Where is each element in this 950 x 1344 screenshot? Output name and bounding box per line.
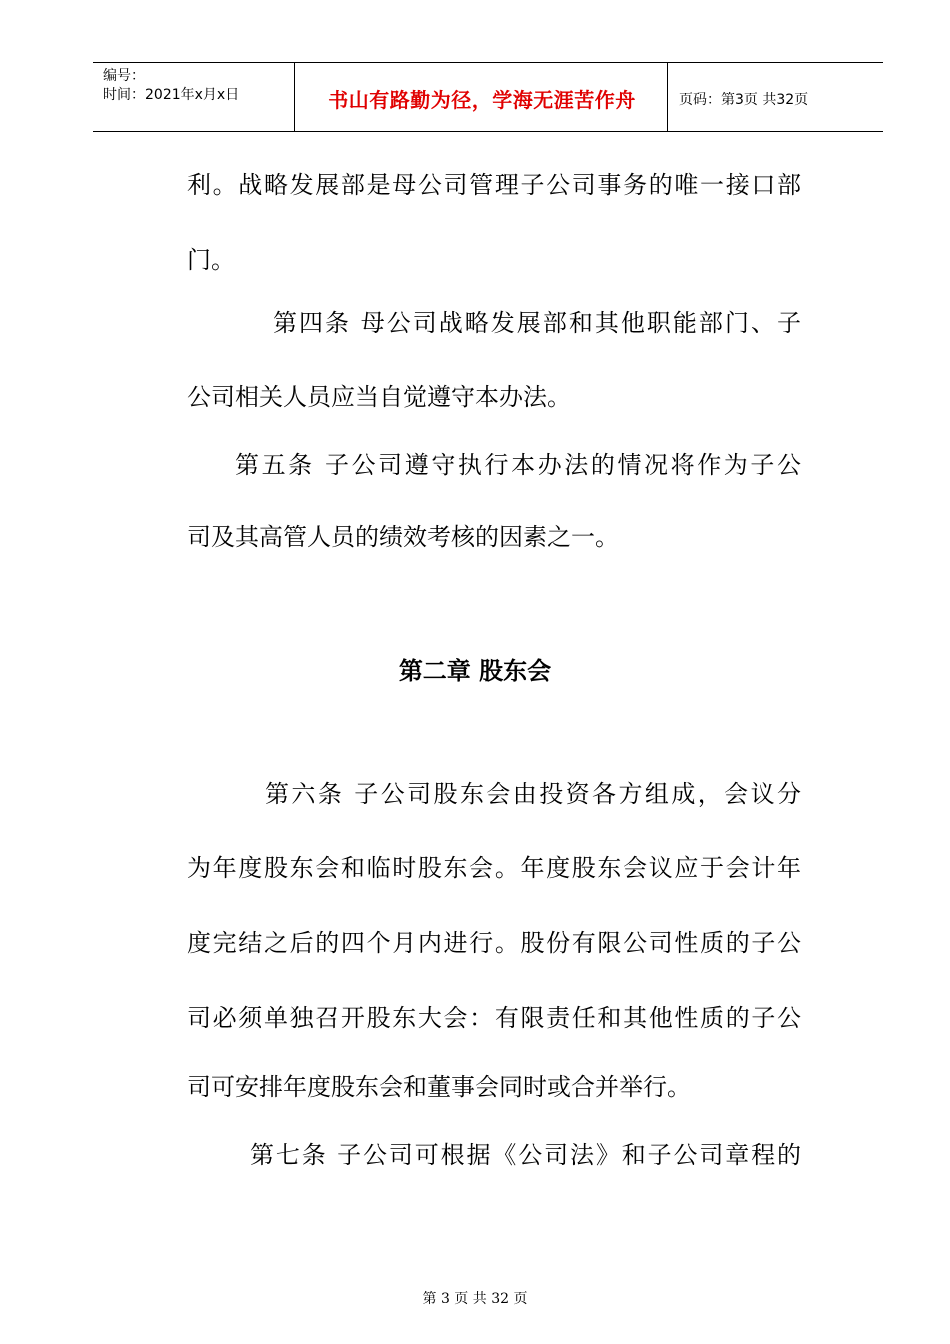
- header-divider: [667, 63, 668, 131]
- body-line: 为年度股东会和临时股东会。年度股东会议应于会计年: [187, 854, 801, 882]
- page-footer: 第 3 页 共 32 页: [422, 1291, 528, 1307]
- body-line: 公司相关人员应当自觉遵守本办法。: [187, 383, 571, 411]
- document-number-label: 编号：: [103, 68, 145, 84]
- article-5-start: 第五条 子公司遵守执行本办法的情况将作为子公: [235, 451, 801, 479]
- page-header: [93, 62, 883, 132]
- chapter-heading: 第二章 股东会: [398, 657, 552, 685]
- body-line: 司必须单独召开股东大会：有限责任和其他性质的子公: [187, 1004, 801, 1032]
- body-line: 利。战略发展部是母公司管理子公司事务的唯一接口部: [187, 171, 801, 199]
- document-time-label: 时间：2021年x月x日: [103, 87, 240, 103]
- body-line: 司及其高管人员的绩效考核的因素之一。: [187, 523, 619, 551]
- body-line: 门。: [187, 246, 235, 274]
- header-divider: [294, 63, 295, 131]
- body-line: 度完结之后的四个月内进行。股份有限公司性质的子公: [187, 929, 801, 957]
- header-meta: [103, 67, 239, 105]
- header-page-info: 页码：第3页 共32页: [679, 92, 809, 108]
- article-4-start: 第四条 母公司战略发展部和其他职能部门、子: [273, 309, 801, 337]
- article-6-start: 第六条 子公司股东会由投资各方组成，会议分: [265, 780, 801, 808]
- body-line: 司可安排年度股东会和董事会同时或合并举行。: [187, 1073, 691, 1101]
- article-7-start: 第七条 子公司可根据《公司法》和子公司章程的: [250, 1141, 801, 1169]
- header-motto: 书山有路勤为径，学海无涯苦作舟: [328, 88, 636, 112]
